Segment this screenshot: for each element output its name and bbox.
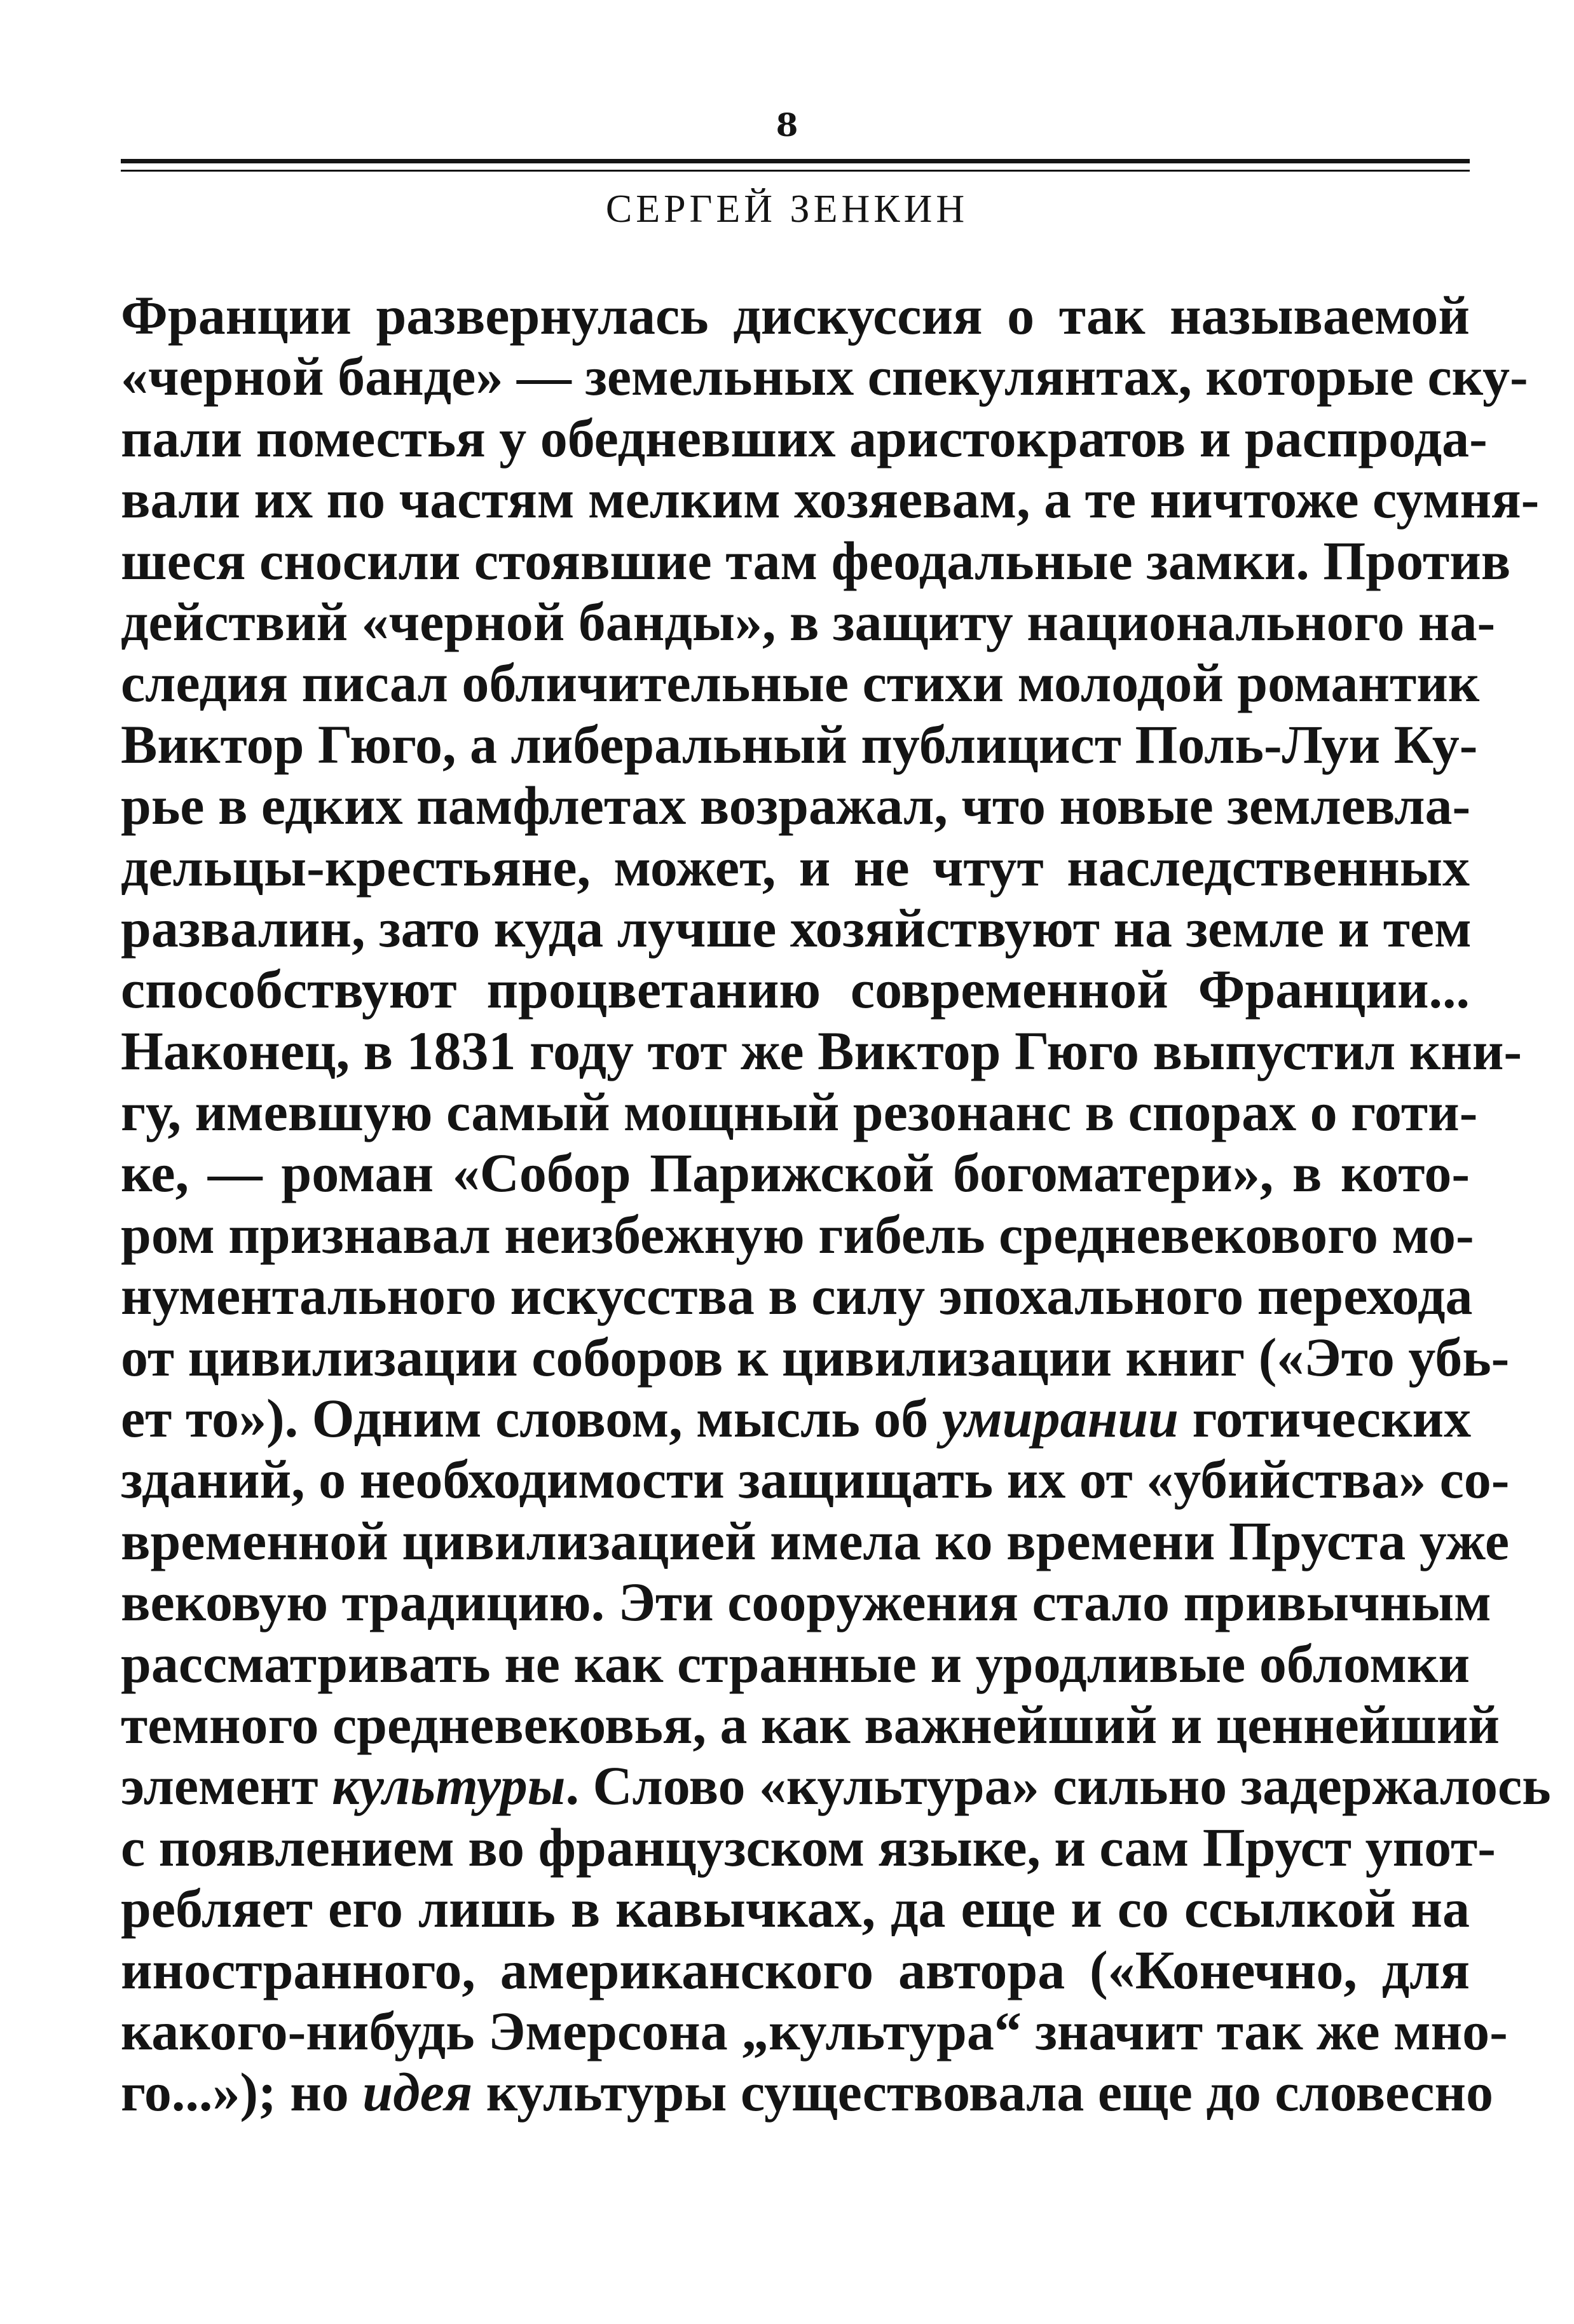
text-segment: способствуют процветанию современной Франции... <box>121 959 1470 1020</box>
text-line <box>121 1081 1478 1143</box>
text-segment: шеся сносили стоявшие там феодальные замки. Против <box>121 530 1511 591</box>
text-line <box>121 530 1511 591</box>
emphasis: умирании <box>941 1388 1179 1449</box>
text-segment: элемент <box>121 1755 332 1817</box>
text-line <box>121 1755 1551 1817</box>
text-segment: развалин, зато куда лучше хозяйствуют на земле и тем <box>121 897 1472 959</box>
text-line <box>121 1203 1474 1265</box>
text-segment: ке, — роман «Собор Парижской богоматери», в кото- <box>121 1142 1470 1204</box>
text-segment: пали поместья у обедневших аристократов и распрода- <box>121 407 1488 468</box>
text-line <box>121 1816 1496 1878</box>
text-line <box>121 407 1488 468</box>
text-line <box>121 1142 1470 1203</box>
text-segment: какого-нибудь Эмерсона „культура“ значит так же мно- <box>121 2000 1508 2061</box>
text-line <box>121 2000 1508 2061</box>
text-segment: го...»); но <box>121 2061 363 2123</box>
emphasis: идея <box>362 2061 473 2123</box>
text-line <box>121 1939 1470 2000</box>
text-segment: иностранного, американского автора («Конечно, для <box>121 1939 1470 2000</box>
text-segment: зданий, о необходимости защищать их от «убийства» со- <box>121 1449 1510 1510</box>
text-line <box>121 1265 1473 1327</box>
text-line <box>121 285 1470 346</box>
text-segment: гу, имевшую самый мощный резонанс в спорах о готи- <box>121 1081 1478 1143</box>
text-line <box>121 1878 1470 1939</box>
text-line <box>121 1510 1510 1571</box>
text-segment: рье в едких памфлетах возражал, что новые землевла- <box>121 775 1471 837</box>
text-segment: дельцы-крестьяне, может, и не чтут наследственных <box>121 836 1470 898</box>
text-segment: от цивилизации соборов к цивилизации книг («Это убь- <box>121 1326 1510 1388</box>
text-segment: культуры существовала еще до словесно <box>472 2061 1493 2123</box>
text-line <box>121 775 1470 836</box>
text-line <box>121 959 1470 1020</box>
text-segment: темного средневековья, а как важнейший и ценнейший <box>121 1693 1500 1755</box>
text-segment: рассматривать не как странные и уродливые обломки <box>121 1632 1470 1694</box>
text-line <box>121 1571 1491 1633</box>
text-line <box>121 1388 1470 1449</box>
text-segment: «черной банде» — земельных спекулянтах, которые ску- <box>121 346 1528 407</box>
text-segment: Франции развернулась дискуссия о так называемой <box>121 285 1470 346</box>
text-line <box>121 1693 1500 1755</box>
text-line <box>121 898 1470 959</box>
text-line <box>121 652 1480 714</box>
text-segment: Наконец, в 1831 году тот же Виктор Гюго выпустил кни- <box>121 1020 1523 1081</box>
text-line <box>121 1449 1510 1510</box>
text-line <box>121 837 1470 898</box>
text-segment: с появлением во французском языке, и сам Пруст упот- <box>121 1816 1496 1878</box>
text-segment: следия писал обличительные стихи молодой романтик <box>121 652 1480 714</box>
text-segment: действий «черной банды», в защиту национального на- <box>121 591 1496 652</box>
header-rule-thick <box>121 159 1470 163</box>
running-head: СЕРГЕЙ ЗЕНКИН <box>605 188 969 231</box>
text-segment: нументального искусства в силу эпохального перехода <box>121 1265 1473 1327</box>
text-line <box>121 2061 1493 2123</box>
text-line <box>121 1633 1470 1694</box>
text-segment: готических <box>1179 1388 1472 1449</box>
emphasis: культуры <box>332 1755 566 1817</box>
text-line <box>121 468 1540 530</box>
text-segment: ребляет его лишь в кавычках, да еще и со ссылкой на <box>121 1878 1470 1939</box>
text-line <box>121 713 1478 775</box>
body-text <box>121 285 1551 2123</box>
text-line <box>121 346 1528 407</box>
text-segment: временной цивилизацией имела ко времени Пруста уже <box>121 1510 1510 1571</box>
text-line <box>121 1020 1523 1081</box>
text-segment: вали их по частям мелким хозяевам, а те ничтоже сумня- <box>121 468 1540 530</box>
text-segment: ет то»). Одним словом, мысль об <box>121 1388 942 1449</box>
text-line <box>121 1326 1510 1388</box>
text-segment: Виктор Гюго, а либеральный публицист Поль-Луи Ку- <box>121 713 1478 775</box>
header-rule-thin <box>121 170 1470 172</box>
text-segment: вековую традицию. Эти сооружения стало привычным <box>121 1571 1491 1633</box>
text-segment: ром признавал неизбежную гибель средневекового мо- <box>121 1203 1474 1265</box>
text-segment: . Слово «культура» сильно задержалось <box>565 1755 1551 1817</box>
page-number: 8 <box>776 106 798 144</box>
text-line <box>121 591 1496 652</box>
